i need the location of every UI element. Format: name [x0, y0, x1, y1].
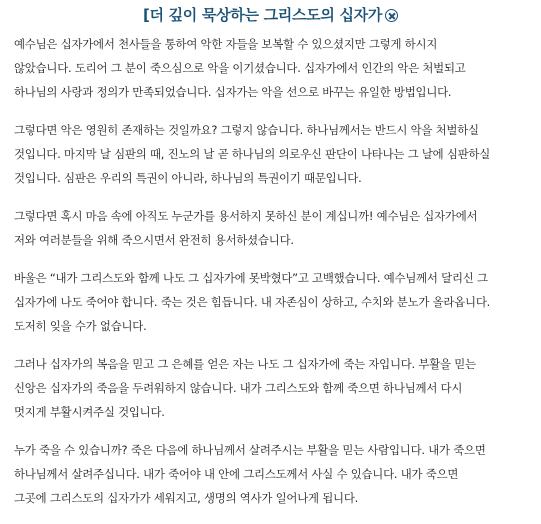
text-line: 신앙은 십자가의 죽음을 두려워하지 않습니다. 내가 그리스도와 함께 죽으면 하나님께서 다시 [14, 381, 463, 395]
article-body [14, 32, 534, 524]
text-line: 바울은 “내가 그리스도와 함께 나도 그 십자가에 못박혔다”고 고백했습니다. 예수님께서 달리신 그 [14, 271, 488, 285]
text-line: 그곳에 그리스도의 십자가가 세워지고, 생명의 역사가 일어나게 됩니다. [14, 491, 359, 505]
text-line: 십자가에 나도 죽어야 합니다. 죽는 것은 힘듭니다. 내 자존심이 상하고, 수치와 분노가 올라옵니다. [14, 295, 491, 309]
text-line: 도저히 잊을 수가 없습니다. [14, 319, 147, 333]
text-line: 저와 여러분들을 위해 죽으시면서 완전히 용서하셨습니다. [14, 233, 294, 247]
paragraph-4 [14, 266, 534, 338]
text-line: 하나님께서 살려주십니다. 내가 죽어야 내 안에 그리스도께서 사실 수 있습니다. 내가 죽으면 [14, 467, 459, 481]
text-line: 멋지게 부활시켜주실 것입니다. [14, 405, 165, 419]
text-line: 것입니다. 마지막 날 심판의 때, 진노의 날 곧 하나님의 의로우신 판단이 나타나는 그 날에 심판하실 [14, 147, 491, 161]
text-line: 누가 죽을 수 있습니까? 죽은 다음에 하나님께서 살려주시는 부활을 믿는 사람입니다. 내가 죽으면 [14, 443, 486, 457]
paragraph-2 [14, 118, 534, 190]
paragraph-3 [14, 204, 534, 252]
paragraph-5 [14, 352, 534, 424]
text-line: 예수님은 십자가에서 천사들을 통하여 악한 자들을 보복할 수 있으셨지만 그렇게 하시지 [14, 37, 438, 51]
text-line: 그렇다면 혹시 마음 속에 아직도 누군가를 용서하지 못하신 분이 계십니까! 예수님은 십자가에서 [14, 209, 478, 223]
text-line: 것입니다. 심판은 우리의 특권이 아니라, 하나님의 특권이기 때문입니다. [14, 171, 362, 185]
text-line: 하나님의 사랑과 정의가 만족되었습니다. 십자가는 악을 선으로 바꾸는 유일한 방법입니다. [14, 85, 452, 99]
circle-x-icon [385, 9, 398, 22]
page-title: [더 깊이 묵상하는 그리스도의 십자가 [142, 6, 383, 24]
paragraph-1 [14, 32, 534, 104]
text-line: 않았습니다. 도리어 그 분이 죽으심으로 악을 이기셨습니다. 십자가에서 인간의 악은 처벌되고 [14, 61, 466, 75]
text-line: 그러나 십자가의 복음을 믿고 그 은혜를 얻은 자는 나도 그 십자가에 죽는 자입니다. 부활을 믿는 [14, 357, 476, 371]
text-line: 그렇다면 악은 영원히 존재하는 것일까요? 그렇지 않습니다. 하나님께서는 반드시 악을 처벌하실 [14, 123, 479, 137]
paragraph-6 [14, 438, 534, 510]
title-row [0, 4, 541, 25]
